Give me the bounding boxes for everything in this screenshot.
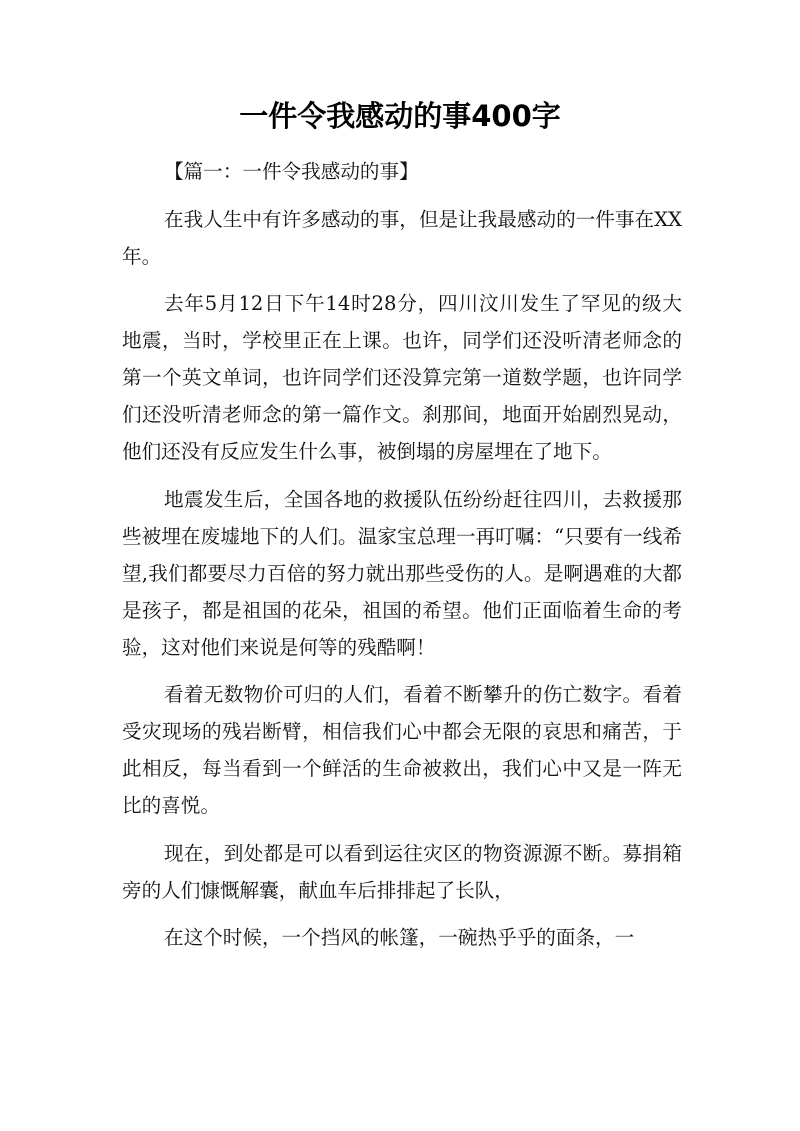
section-heading: 【篇一：一件令我感动的事】 — [164, 160, 419, 183]
paragraph: 去年5月12日下午14时28分，四川汶川发生了罕见的级大地震，当时，学校里正在上课。也许，同学们还没听清老师念的第一个英文单词，也许同学们还没算完第一道数学题，也许同学们还没听清老师念的第一篇作文。刹那间，地面开始剧烈晃动，他们还没有反应发生什么事，被倒塌的房屋埋在了地下。 — [122, 292, 682, 463]
paragraph: 在这个时候，一个挡风的帐篷，一碗热乎乎的面条，一 — [164, 926, 635, 949]
paragraph: 地震发生后，全国各地的救援队伍纷纷赶往四川，去救援那些被埋在废墟地下的人们。温家宝总理一再叮嘱：“只要有一线希望,我们都要尽力百倍的努力就出那些受伤的人。是啊遇难的大都是孩子，都是祖国的花朵，祖国的希望。他们正面临着生命的考验，这对他们来说是何等的残酷啊！ — [122, 487, 682, 659]
paragraph: 看着无数物价可归的人们，看着不断攀升的伤亡数字。看着受灾现场的残岩断臂，相信我们心中都会无限的哀思和痛苦，于此相反，每当看到一个鲜活的生命被救出，我们心中又是一阵无比的喜悦。 — [122, 683, 682, 817]
document-body — [122, 153, 682, 967]
document-title: 一件令我感动的事400字 — [239, 99, 561, 133]
paragraph: 现在，到处都是可以看到运往灾区的物资源源不断。募捐箱旁的人们慷慨解囊，献血车后排排起了长队， — [122, 841, 682, 902]
paragraph: 在我人生中有许多感动的事，但是让我最感动的一件事在XX年。 — [122, 207, 682, 268]
